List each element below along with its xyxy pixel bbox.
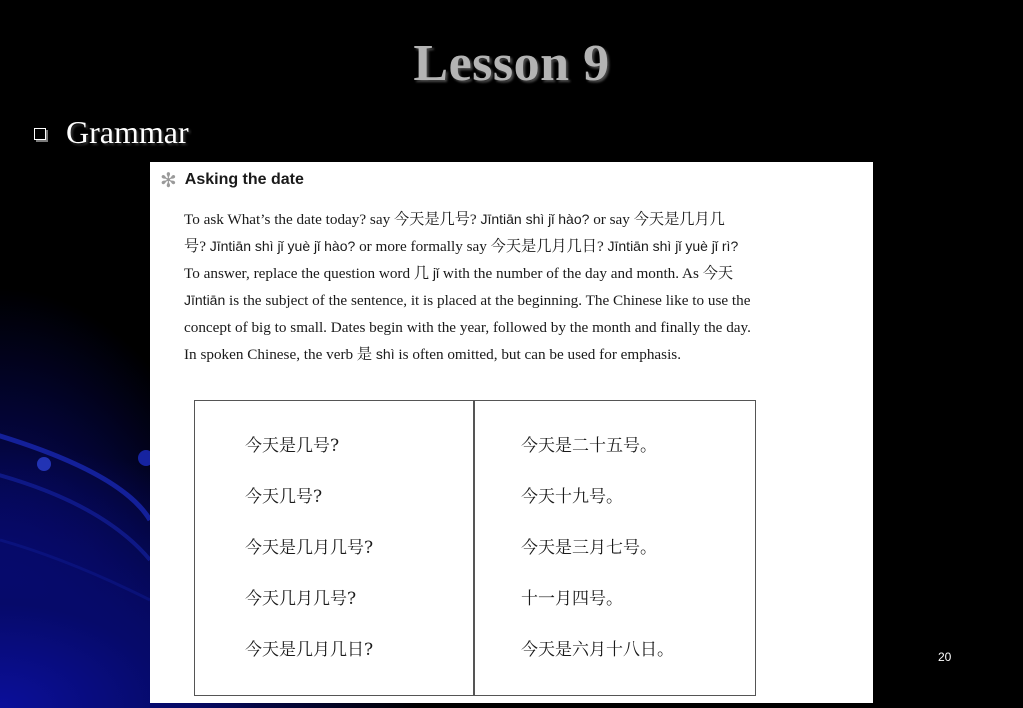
paragraph-text: To answer, replace the question word 几 xyxy=(184,265,433,282)
table-divider xyxy=(473,401,475,695)
explanation-paragraph xyxy=(184,206,846,368)
answer-cell: 今天是六月十八日。 xyxy=(521,640,674,660)
pinyin-text: jǐ xyxy=(432,265,440,281)
question-cell: 今天几号? xyxy=(245,487,323,507)
paragraph-line xyxy=(184,260,846,287)
question-column xyxy=(245,431,373,686)
pinyin-text: Jīntiān shì jǐ yuè jǐ hào? xyxy=(209,238,356,254)
question-cell: 今天是几月几日? xyxy=(245,640,374,660)
hollow-square-bullet-icon xyxy=(34,128,46,140)
answer-cell: 十一月四号。 xyxy=(521,589,623,609)
paragraph-text: with the number of the day and month. As 今天 xyxy=(439,265,734,282)
paragraph-text: or more formally say 今天是几月几日? xyxy=(355,238,608,255)
section-heading-row xyxy=(160,170,304,190)
paragraph-line xyxy=(184,233,846,260)
paragraph-text: is the subject of the sentence, it is placed at the beginning. The Chinese like to use the xyxy=(225,292,751,309)
pinyin-text: shì xyxy=(375,346,395,362)
slide-title: Lesson 9 xyxy=(413,35,610,92)
paragraph-text: 号? xyxy=(184,238,210,255)
paragraph-text: In spoken Chinese, the verb 是 xyxy=(184,346,376,363)
paragraph-line xyxy=(184,341,846,368)
paragraph-line xyxy=(184,287,846,314)
question-cell: 今天是几号? xyxy=(245,436,340,456)
pinyin-text: Jīntiān shì jǐ hào? xyxy=(480,211,590,227)
answer-cell: 今天是三月七号。 xyxy=(521,538,657,558)
textbook-scan xyxy=(150,162,873,703)
paragraph-line xyxy=(184,314,846,341)
question-cell: 今天几月几号? xyxy=(245,589,357,609)
bullet-text: Grammar xyxy=(66,113,189,150)
paragraph-line xyxy=(184,206,846,233)
section-heading: Asking the date xyxy=(184,171,304,188)
paragraph-text: concept of big to small. Dates begin with the year, followed by the month and finally the day. xyxy=(184,319,751,336)
paragraph-text: is often omitted, but can be used for emphasis. xyxy=(394,346,681,363)
asterisk-icon: ✻ xyxy=(160,168,177,192)
answer-cell: 今天十九号。 xyxy=(521,487,623,507)
paragraph-text: To ask What’s the date today? say 今天是几号? xyxy=(184,211,481,228)
question-cell: 今天是几月几号? xyxy=(245,538,374,558)
page-number: 20 xyxy=(938,650,952,664)
answer-column xyxy=(521,431,674,686)
paragraph-text: or say 今天是几月几 xyxy=(589,211,725,228)
pinyin-text: Jīntiān xyxy=(184,292,226,308)
pinyin-text: Jīntiān shì jǐ yuè jǐ rì? xyxy=(607,238,739,254)
example-table xyxy=(194,400,756,696)
answer-cell: 今天是二十五号。 xyxy=(521,436,657,456)
bullet-item xyxy=(34,112,189,152)
